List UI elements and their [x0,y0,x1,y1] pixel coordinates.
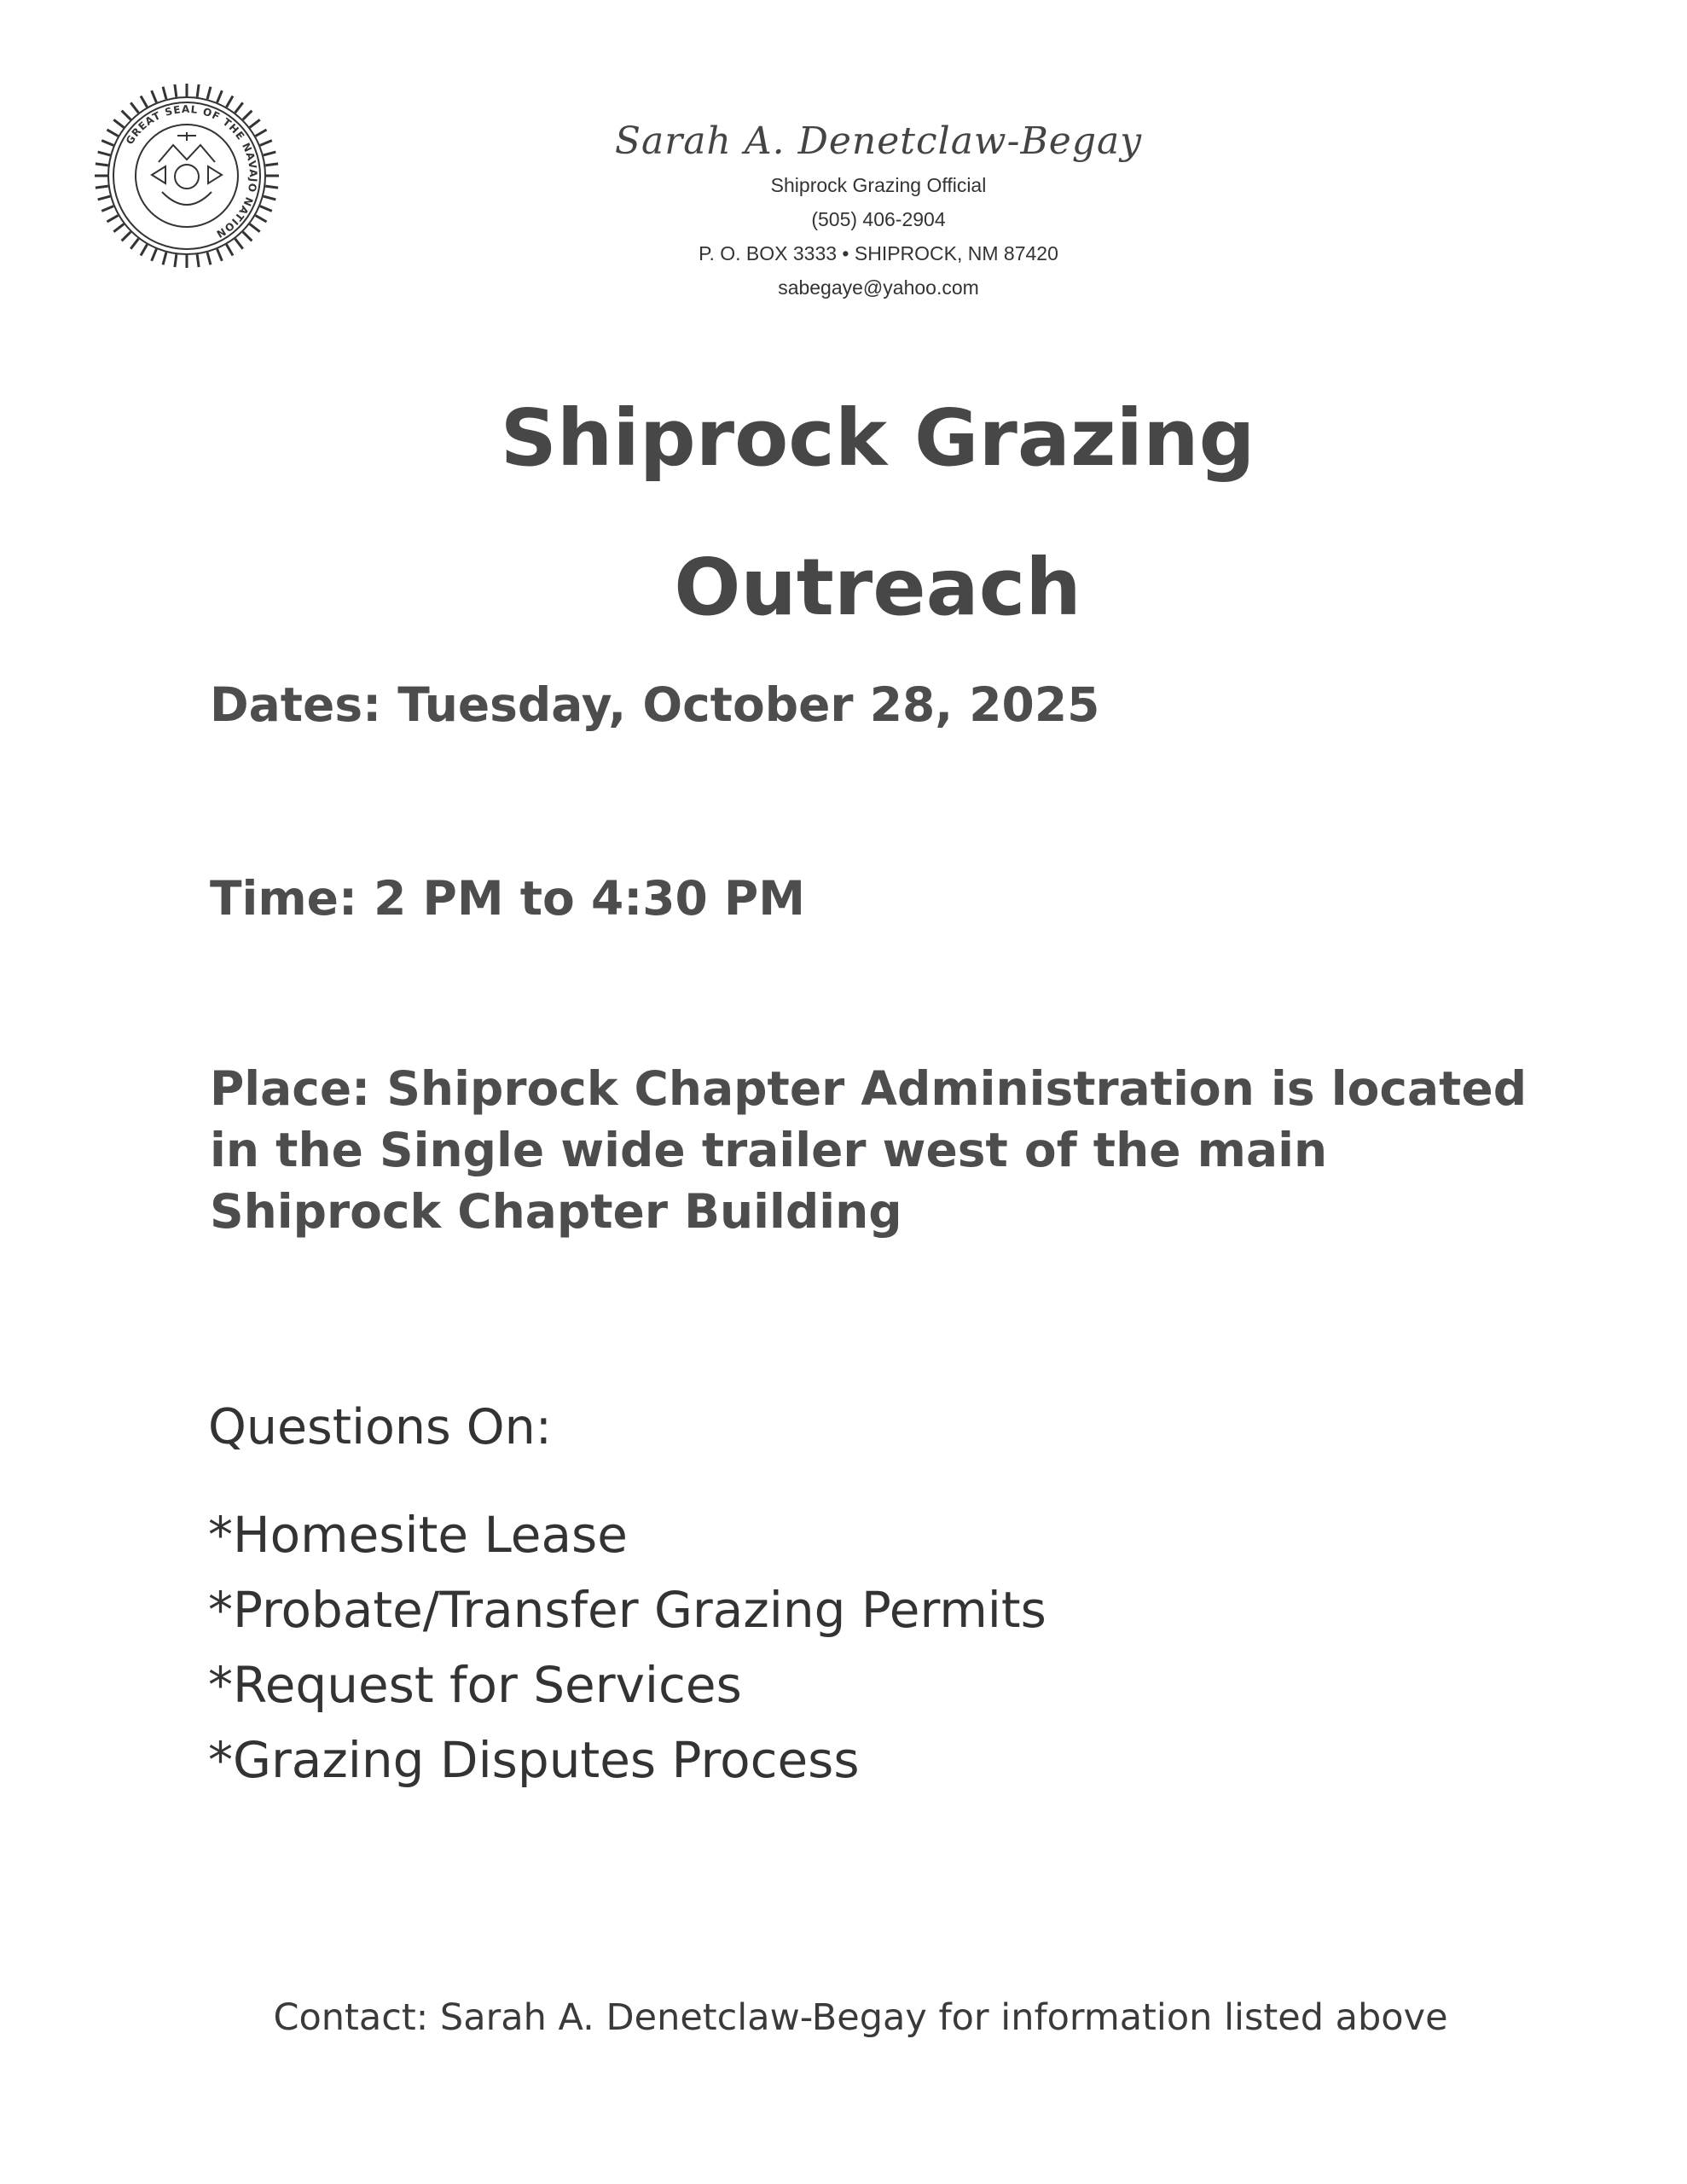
letterhead-role: Shiprock Grazing Official [770,174,987,196]
seal-ray [141,245,148,256]
seal-ray [96,164,108,166]
list-item: *Probate/Transfer Grazing Permits [208,1581,1046,1639]
seal-ray [141,96,148,107]
letterhead-phone: (505) 406-2904 [811,208,946,230]
list-item: *Request for Services [208,1656,742,1714]
seal-ray [98,196,110,200]
seal-ray [197,84,199,97]
seal-ray [235,102,243,113]
seal-ray [163,253,166,264]
seal-ray [243,232,252,241]
seal-ray [98,152,110,155]
list-item: *Grazing Disputes Process [208,1731,860,1789]
page-title-line-2: Outreach [674,542,1081,633]
letterhead-address: P. O. BOX 3333 • SHIPROCK, NM 87420 [699,242,1058,264]
seal-ray [197,254,199,267]
seal-ray [264,152,275,155]
seal-lettering: GREAT SEAL OF THE NAVAJO NATION [123,102,260,241]
list-item: *Homesite Lease [208,1506,628,1564]
event-time: Time: 2 PM to 4:30 PM [210,871,805,926]
seal-ray [256,130,267,136]
seal-ray [130,239,138,249]
seal-ray [152,249,157,261]
seal-ray [217,249,223,261]
letterhead-email: sabegaye@yahoo.com [778,276,979,299]
seal-ray [250,224,260,232]
questions-heading: Questions On: [208,1399,552,1455]
seal-ray [217,90,223,102]
seal-ray [107,130,118,136]
navajo-nation-seal-logo [92,81,281,270]
seal-ray [122,111,131,120]
letterhead [588,119,1168,305]
seal-ray [152,90,157,102]
seal-ray [101,206,113,212]
seal-ray [96,186,108,188]
event-place: Place: Shiprock Chapter Administration is located in the Single wide trailer west of the main Shiprock Chapter Building [210,1061,1528,1239]
event-dates: Dates: Tuesday, October 28, 2025 [210,677,1100,732]
contact-line: Contact: Sarah A. Denetclaw-Begay for information listed above [273,1996,1448,2039]
seal-ray [130,102,138,113]
seal-ray [264,196,275,200]
seal-ray [260,206,272,212]
seal-ray [256,216,267,223]
seal-ray [101,141,113,146]
seal-ray [227,245,234,256]
seal-ray [235,239,243,249]
seal-ray [113,224,124,232]
seal-ray [163,87,166,99]
seal-ray [260,141,272,146]
seal-ray [227,96,234,107]
questions-list [208,1497,1046,1798]
seal-ray [243,111,252,120]
letterhead-name: Sarah A. Denetclaw-Begay [614,119,1143,163]
seal-ray [122,232,131,241]
seal-ray [113,119,124,127]
seal-ray [207,87,211,99]
seal-ray [265,164,278,166]
seal-ray [250,119,260,127]
page-title-line-1: Shiprock Grazing [500,392,1255,484]
seal-ray [107,216,118,223]
seal-ray [265,186,278,188]
seal-ray [207,253,211,264]
seal-ray [175,84,177,97]
seal-ray [175,254,177,267]
